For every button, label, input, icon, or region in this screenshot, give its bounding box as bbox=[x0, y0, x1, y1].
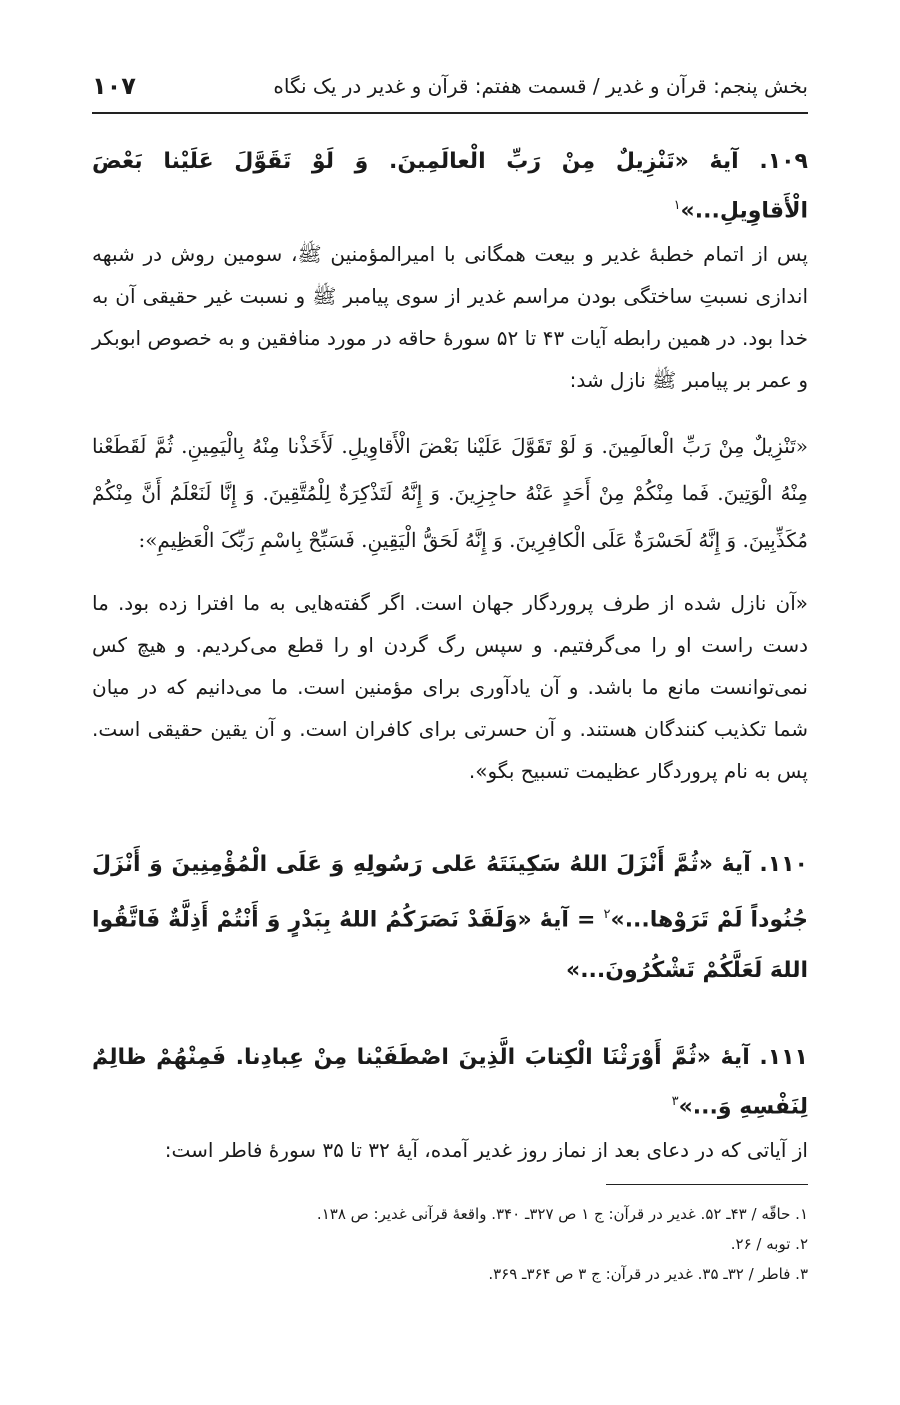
section-109-title: ۱۰۹. آیهٔ «تَنْزِیلٌ مِنْ رَبِّ الْعالَمِینَ. وَ لَوْ تَقَوَّلَ عَلَیْنا بَعْضَ الْأَقاوِیلِ...» bbox=[92, 149, 808, 224]
footnote-divider bbox=[606, 1184, 808, 1185]
section-110-title-a: ۱۱۰. آیهٔ «ثُمَّ أَنْزَلَ اللهُ سَکِینَتَهُ عَلی رَسُولِهِ وَ عَلَی الْمُؤْمِنِینَ وَ أَنْزَلَ جُنُوداً لَمْ تَرَوْها...» bbox=[92, 852, 808, 933]
section-111-heading bbox=[92, 1036, 808, 1129]
quote-translation: «آن نازل شده از طرف پروردگار جهان است. اگر گفته‌هایی به ما افترا زده بود. ما دست راست او را می‌گرفتیم. و سپس رگ گردن او را قطع می‌کردیم. و هیچ کس نمی‌توانست مانع ما باشد. و آن یادآوری برای مؤمنین است. ما می‌دانیم که در میان شما تکذیب کنندگان هستند. و آن حسرتی برای کافران است. و آن یقین حقیقی است. پس به نام پروردگار عظیمت تسبیح بگو». bbox=[92, 591, 808, 784]
footnote-1: ۱. حاقّه / ۴۳ـ ۵۲. غدیر در قرآن: ج ۱ ص ۳۲۷ـ ۳۴۰. واقعهٔ قرآنی غدیر: ص ۱۳۸. bbox=[316, 1205, 808, 1223]
footnotes bbox=[92, 1184, 808, 1289]
footnote-3: ۳. فاطر / ۳۲ـ ۳۵. غدیر در قرآن: ج ۳ ص ۳۶۴ـ ۳۶۹. bbox=[488, 1265, 808, 1283]
footnote-ref-2: ۲ bbox=[603, 907, 611, 923]
section-111-intro: از آیاتی که در دعای بعد از نماز روز غدیر آمده، آیهٔ ۳۲ تا ۳۵ سورهٔ فاطر است: bbox=[164, 1137, 808, 1162]
footnote-ref-1: ۱ bbox=[673, 198, 681, 213]
section-109-heading bbox=[92, 140, 808, 233]
section-111-title: ۱۱۱. آیهٔ «ثُمَّ أَوْرَثْنَا الْکِتابَ الَّذِینَ اصْطَفَیْنا مِنْ عِبادِنا. فَمِنْهُمْ ظالِمٌ لِنَفْسِهِ وَ...» bbox=[92, 1044, 808, 1119]
quran-quote: «تَنْزِیلٌ مِنْ رَبِّ الْعالَمِینَ. وَ لَوْ تَقَوَّلَ عَلَیْنا بَعْضَ الْأَقاوِیلِ. لَأَخَذْنا مِنْهُ بِالْیَمِینِ. ثُمَّ لَقَطَعْنا مِنْهُ الْوَتِینَ. فَما مِنْکُمْ مِنْ أَحَدٍ عَنْهُ حاجِزِینَ. وَ إِنَّهُ لَتَذْکِرَةٌ لِلْمُتَّقِینَ. وَ إِنَّا لَنَعْلَمُ أَنَّ مِنْکُمْ مُکَذِّبِینَ. وَ إِنَّهُ لَحَسْرَةٌ عَلَی الْکافِرِینَ. وَ إِنَّهُ لَحَقُّ الْیَقِینِ. فَسَبِّحْ بِاسْمِ رَبِّکَ الْعَظِیمِ»: bbox=[92, 434, 808, 553]
main-content bbox=[92, 140, 808, 1171]
section-110-heading bbox=[92, 840, 808, 995]
section-109 bbox=[92, 140, 808, 792]
footnote-2: ۲. توبه / ۲۶. bbox=[730, 1235, 808, 1253]
section-109-intro: پس از اتمام خطبهٔ غدیر و بیعت همگانی با امیرالمؤمنین ﷺ، سومین روش در شبهه اندازی نسبتِ ساختگی بودن مراسم غدیر از سوی پیامبر ﷺ و نسبت غیر حقیقی آن به خدا بود. در همین رابطه آیات ۴۳ تا ۵۲ سورهٔ حاقه در مورد منافقین و به خصوص ابوبکر و عمر بر پیامبر ﷺ نازل شد: bbox=[92, 242, 809, 393]
section-111 bbox=[92, 1036, 808, 1171]
section-110-title-b: = آیهٔ «وَلَقَدْ نَصَرَکُمُ اللهُ بِبَدْرٍ وَ أَنْتُمْ أَذِلَّةٌ فَاتَّقُوا اللهَ لَعَلَّکُمْ تَشْکُرُونَ...» bbox=[92, 907, 808, 983]
running-header bbox=[92, 66, 808, 114]
page-number: ۱۰۷ bbox=[92, 72, 136, 100]
header-title: بخش پنجم: قرآن و غدیر / قسمت هفتم: قرآن و غدیر در یک نگاه bbox=[273, 74, 808, 98]
footnote-ref-3: ۳ bbox=[671, 1093, 679, 1109]
section-110 bbox=[92, 840, 808, 995]
